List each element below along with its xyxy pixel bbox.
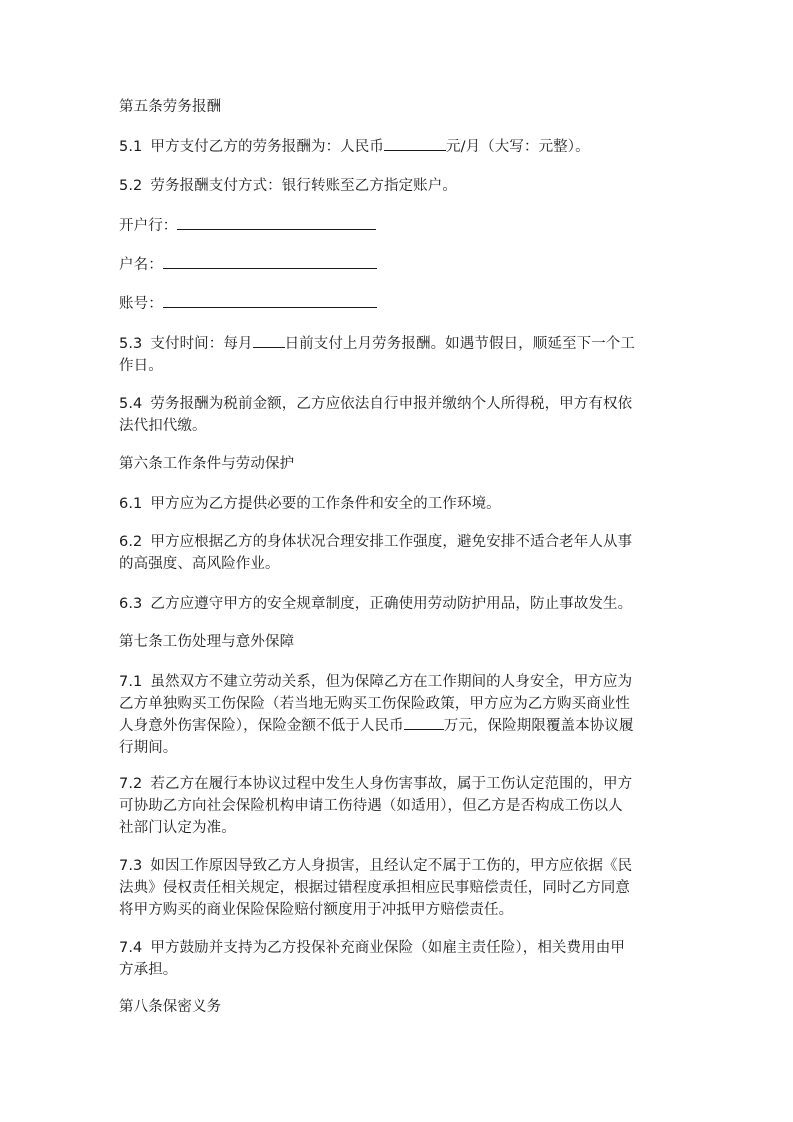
bank-label: 开户行： <box>119 218 178 234</box>
clause-number: 5.4 <box>119 396 143 412</box>
bank-input-line[interactable] <box>177 215 376 230</box>
clause-number: 6.1 <box>119 496 143 512</box>
article-5-heading: 第五条劳务报酬 <box>119 99 222 115</box>
clause-number: 5.3 <box>119 336 143 352</box>
amount-blank[interactable] <box>384 136 446 151</box>
clause-5-4: 5.4 劳务报酬为税前金额，乙方应依法自行申报并缴纳个人所得税，甲方有权依 法代扣代缴。 <box>119 396 633 434</box>
clause-6-1: 6.1 甲方应为乙方提供必要的工作条件和安全的工作环境。 <box>119 496 501 512</box>
article-6-heading: 第六条工作条件与劳动保护 <box>119 456 295 472</box>
clause-number: 7.4 <box>119 940 143 956</box>
clause-number: 7.3 <box>119 858 143 874</box>
account-number-label: 账号： <box>119 296 163 312</box>
clause-6-3: 6.3 乙方应遵守甲方的安全规章制度，正确使用劳动防护用品，防止事故发生。 <box>119 596 633 612</box>
clause-5-3: 5.3 支付时间：每月 日前支付上月劳务报酬。如遇节假日，顺延至下一个工 作日。 <box>119 333 679 377</box>
clause-number: 7.1 <box>119 674 143 690</box>
day-blank[interactable] <box>253 333 285 348</box>
clause-5-2: 5.2 劳务报酬支付方式：银行转账至乙方指定账户。 <box>119 178 457 194</box>
clause-7-2: 7.2 若乙方在履行本协议过程中发生人身伤害事故，属于工伤认定范围的，甲方 可协助乙方向社会保险机构申请工伤待遇（如适用），但乙方是否构成工伤以人 社部门认定为准。 <box>119 776 633 836</box>
clause-number: 6.3 <box>119 596 143 612</box>
bank-field <box>119 215 679 237</box>
article-8-heading: 第八条保密义务 <box>119 999 222 1015</box>
clause-number: 6.2 <box>119 534 143 550</box>
account-number-field <box>119 293 679 315</box>
clause-7-3: 7.3 如因工作原因导致乙方人身损害，且经认定不属于工伤的，甲方应依据《民 法典》侵权责任相关规定，根据过错程度承担相应民事赔偿责任，同时乙方同意 将甲方购买的商业保险保险赔付额度用于冲抵甲方赔偿责任。 <box>119 858 633 918</box>
clause-5-1: 5.1 甲方支付乙方的劳务报酬为：人民币 元/月（大写：元整）。 <box>119 136 679 158</box>
clause-6-2: 6.2 甲方应根据乙方的身体状况合理安排工作强度，避免安排不适合老年人从事 的高强度、高风险作业。 <box>119 534 633 572</box>
account-name-field <box>119 254 679 276</box>
account-name-label: 户名： <box>119 257 163 273</box>
insurance-amount-blank[interactable] <box>404 715 444 730</box>
clause-number: 5.1 <box>119 139 143 155</box>
account-number-input-line[interactable] <box>163 293 377 308</box>
clause-number: 7.2 <box>119 776 143 792</box>
clause-number: 5.2 <box>119 178 143 194</box>
clause-7-4: 7.4 甲方鼓励并支持为乙方投保补充商业保险（如雇主责任险），相关费用由甲 方承担。 <box>119 940 625 978</box>
clause-7-1: 7.1 虽然双方不建立劳动关系，但为保障乙方在工作期间的人身安全，甲方应为 乙方单独购买工伤保险（若当地无购买工伤保险政策，甲方应为乙方购买商业性 人身意外伤害保险），保险金额不低于人民币 万元，保险期限覆盖本协议履 行期间。 <box>119 674 634 756</box>
account-name-input-line[interactable] <box>163 254 377 269</box>
article-7-heading: 第七条工伤处理与意外保障 <box>119 634 295 650</box>
